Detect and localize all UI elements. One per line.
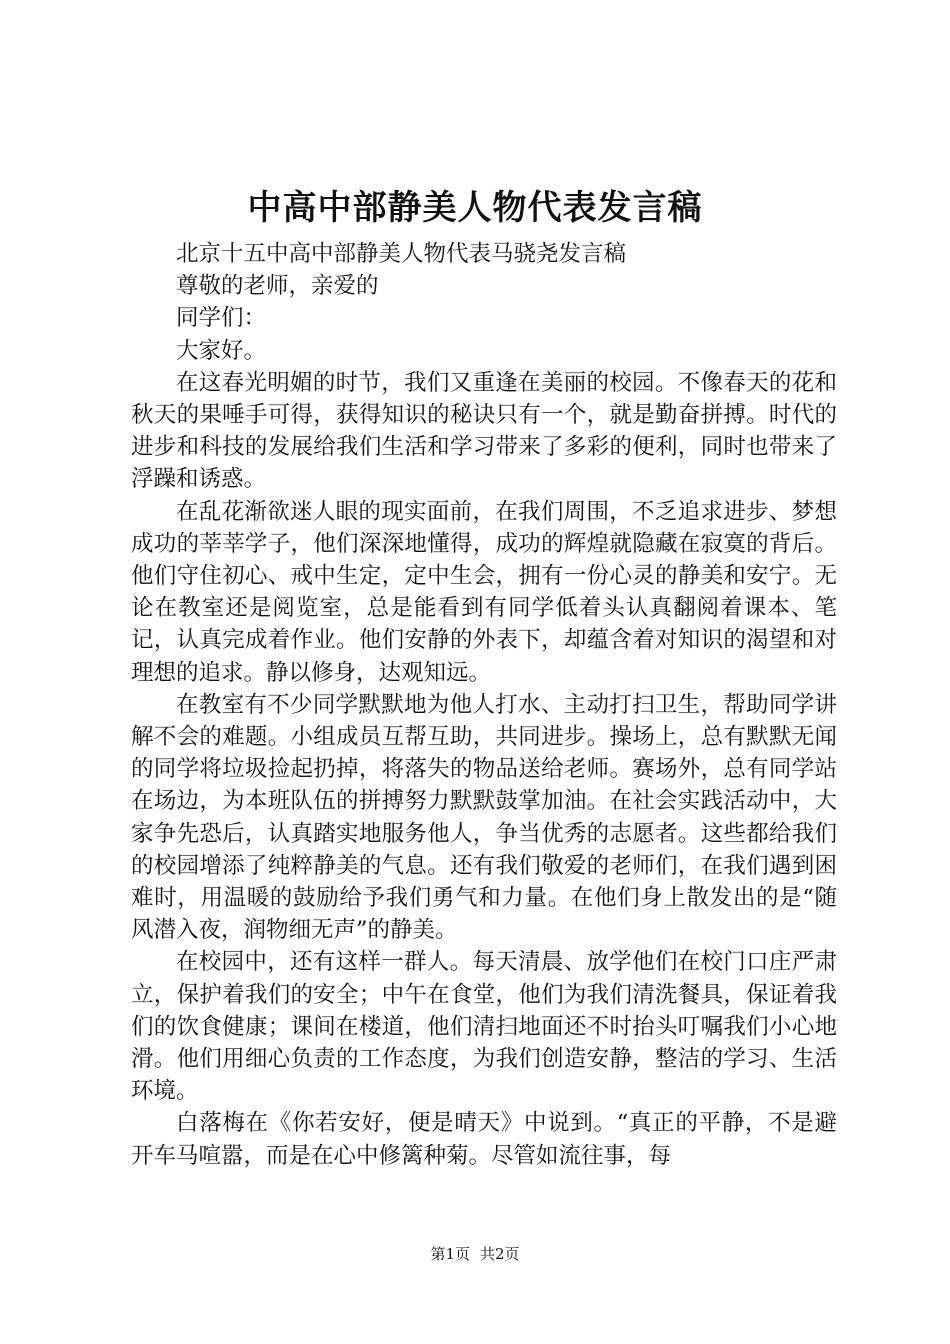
body-paragraph: 在乱花渐欲迷人眼的现实面前，在我们周围，不乏追求进步、梦想成功的莘莘学子，他们深深地懂得，成功的辉煌就隐藏在寂寞的背后。他们守住初心、戒中生定，定中生会，拥有一份心灵的静美和安宁。无论在教室还是阅览室，总是能看到有同学低着头认真翻阅着课本、笔记，认真完成着作业。他们安静的外表下，却蕴含着对知识的渴望和对理想的追求。静以修身，达观知远。 xyxy=(131,498,837,686)
intro-line: 尊敬的老师，亲爱的 xyxy=(176,273,379,300)
body-paragraph: 在这春光明媚的时节，我们又重逢在美丽的校园。不像春天的花和秋天的果唾手可得，获得知识的秘诀只有一个，就是勤奋拼搏。时代的进步和科技的发展给我们生活和学习带来了多彩的便利，同时也带来了浮躁和诱惑。 xyxy=(131,369,837,493)
body-paragraph: 在教室有不少同学默默地为他人打水、主动打扫卫生，帮助同学讲解不会的难题。小组成员互帮互助，共同进步。操场上，总有默默无闻的同学将垃圾捡起扔掉，将落失的物品送给老师。赛场外，总有同学站在场边，为本班队伍的拼搏努力默默鼓掌加油。在社会实践活动中，大家争先恐后，认真踏实地服务他人，争当优秀的志愿者。这些都给我们的校园增添了纯粹静美的气息。还有我们敬爱的老师们，在我们遇到困难时，用温暖的鼓励给予我们勇气和力量。在他们身上散发出的是“随风潜入夜，润物细无声”的静美。 xyxy=(131,691,837,944)
page-number: 第1页 xyxy=(430,1245,470,1263)
body-paragraph: 白落梅在《你若安好，便是晴天》中说到。“真正的平静，不是避开车马喧嚣，而是在心中修篱种菊。尽管如流往事，每 xyxy=(131,1110,837,1169)
body-paragraph: 在校园中，还有这样一群人。每天清晨、放学他们在校门口庄严肃立，保护着我们的安全；中午在食堂，他们为我们清洗餐具，保证着我们的饮食健康；课间在楼道，他们清扫地面还不时抬头叮嘱我们小心地滑。他们用细心负责的工作态度，为我们创造安静，整洁的学习、生活环境。 xyxy=(131,949,837,1105)
document-title: 中高中部静美人物代表发言稿 xyxy=(247,188,703,228)
intro-line: 大家好。 xyxy=(176,337,267,364)
page-footer xyxy=(0,1244,950,1264)
page-total: 共2页 xyxy=(480,1245,520,1263)
intro-line: 同学们： xyxy=(176,305,267,332)
document-body xyxy=(131,238,837,1172)
intro-line: 北京十五中高中部静美人物代表马骁尧发言稿 xyxy=(176,241,627,267)
